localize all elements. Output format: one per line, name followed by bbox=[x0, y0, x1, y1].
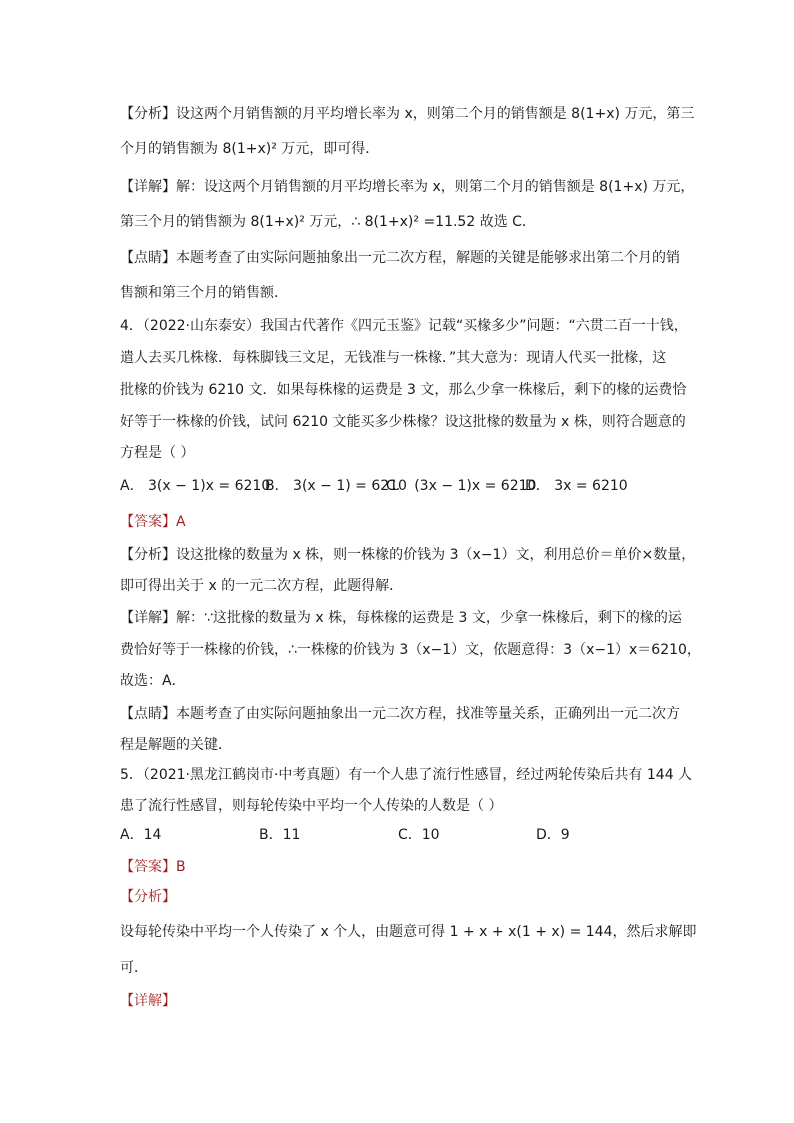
q4-solution-line-1: 【详解】解：∵这批椽的数量为 x 株，每株椽的运费是 3 文，少拿一株椽后，剩下的椽的运 bbox=[120, 610, 682, 626]
q5-answer: 【答案】B bbox=[120, 859, 186, 875]
solution-line-1: 【详解】解：设这两个月销售额的月平均增长率为 x，则第二个月的销售额是 8(1+x) 万元， bbox=[120, 179, 695, 195]
question-4-line-1: 4．（2022·山东泰安）我国古代著作《四元玉鉴》记载“买椽多少”问题：“六贯二百一十钱， bbox=[120, 318, 688, 334]
q4-solution-line-2: 费恰好等于一株椽的价钱，∴一株椽的价钱为 3（x−1）文，依题意得：3（x−1）x＝6210， bbox=[120, 642, 701, 658]
question-5-line-1: 5．（2021·黑龙江鹤岗市·中考真题）有一个人患了流行性感冒，经过两轮传染后共有 144 人 bbox=[120, 767, 693, 783]
q4-comment-line-2: 程是解题的关键． bbox=[120, 737, 232, 753]
q5-option-c: C．10 bbox=[398, 827, 440, 843]
q4-option-b: B． 3(x − 1) = 6210 bbox=[265, 478, 407, 494]
comment-line-2: 售额和第三个月的销售额． bbox=[120, 285, 288, 301]
q4-answer: 【答案】A bbox=[120, 514, 186, 530]
analysis-line-2: 个月的销售额为 8(1+x)² 万元，即可得． bbox=[120, 141, 380, 157]
q4-option-c: C． (3x − 1)x = 6210 bbox=[386, 478, 537, 494]
question-4-line-5: 方程是（ ） bbox=[120, 445, 195, 461]
question-5-line-2: 患了流行性感冒，则每轮传染中平均一个人传染的人数是（ ） bbox=[120, 798, 503, 814]
q5-analysis-line-2: 可． bbox=[120, 960, 148, 976]
solution-line-2: 第三个月的销售额为 8(1+x)² 万元，∴ 8(1+x)² =11.52 故选 C． bbox=[120, 214, 536, 230]
analysis-line-1: 【分析】设这两个月销售额的月平均增长率为 x，则第二个月的销售额是 8(1+x) 万元，第三 bbox=[120, 106, 695, 122]
q4-solution-line-3: 故选：A． bbox=[120, 673, 186, 689]
comment-line-1: 【点睛】本题考查了由实际问题抽象出一元二次方程，解题的关键是能够求出第二个月的销 bbox=[120, 250, 680, 266]
q5-analysis-heading: 【分析】 bbox=[120, 889, 176, 905]
q5-option-a: A．14 bbox=[120, 827, 162, 843]
q5-option-d: D．9 bbox=[536, 827, 570, 843]
q4-analysis-line-1: 【分析】设这批椽的数量为 x 株，则一株椽的价钱为 3（x−1）文，利用总价＝单价×数量， bbox=[120, 547, 696, 563]
q5-solution-heading: 【详解】 bbox=[120, 993, 176, 1009]
q5-analysis-line-1: 设每轮传染中平均一个人传染了 x 个人，由题意可得 1 + x + x(1 + x) = 144，然后求解即 bbox=[120, 924, 697, 940]
question-4-line-3: 批椽的价钱为 6210 文．如果每株椽的运费是 3 文，那么少拿一株椽后，剩下的椽的运费恰 bbox=[120, 382, 687, 398]
q4-analysis-line-2: 即可得出关于 x 的一元二次方程，此题得解． bbox=[120, 578, 404, 594]
question-4-line-2: 遣人去买几株椽．每株脚钱三文足，无钱准与一株椽．”其大意为：现请人代买一批椽，这 bbox=[120, 350, 667, 366]
question-4-line-4: 好等于一株椽的价钱，试问 6210 文能买多少株椽？设这批椽的数量为 x 株，则符合题意的 bbox=[120, 414, 686, 430]
q4-option-d: D． 3x = 6210 bbox=[525, 478, 628, 494]
q4-option-a: A． 3(x − 1)x = 6210 bbox=[120, 478, 271, 494]
q5-option-b: B．11 bbox=[259, 827, 301, 843]
q4-comment-line-1: 【点睛】本题考查了由实际问题抽象出一元二次方程，找准等量关系，正确列出一元二次方 bbox=[120, 706, 680, 722]
